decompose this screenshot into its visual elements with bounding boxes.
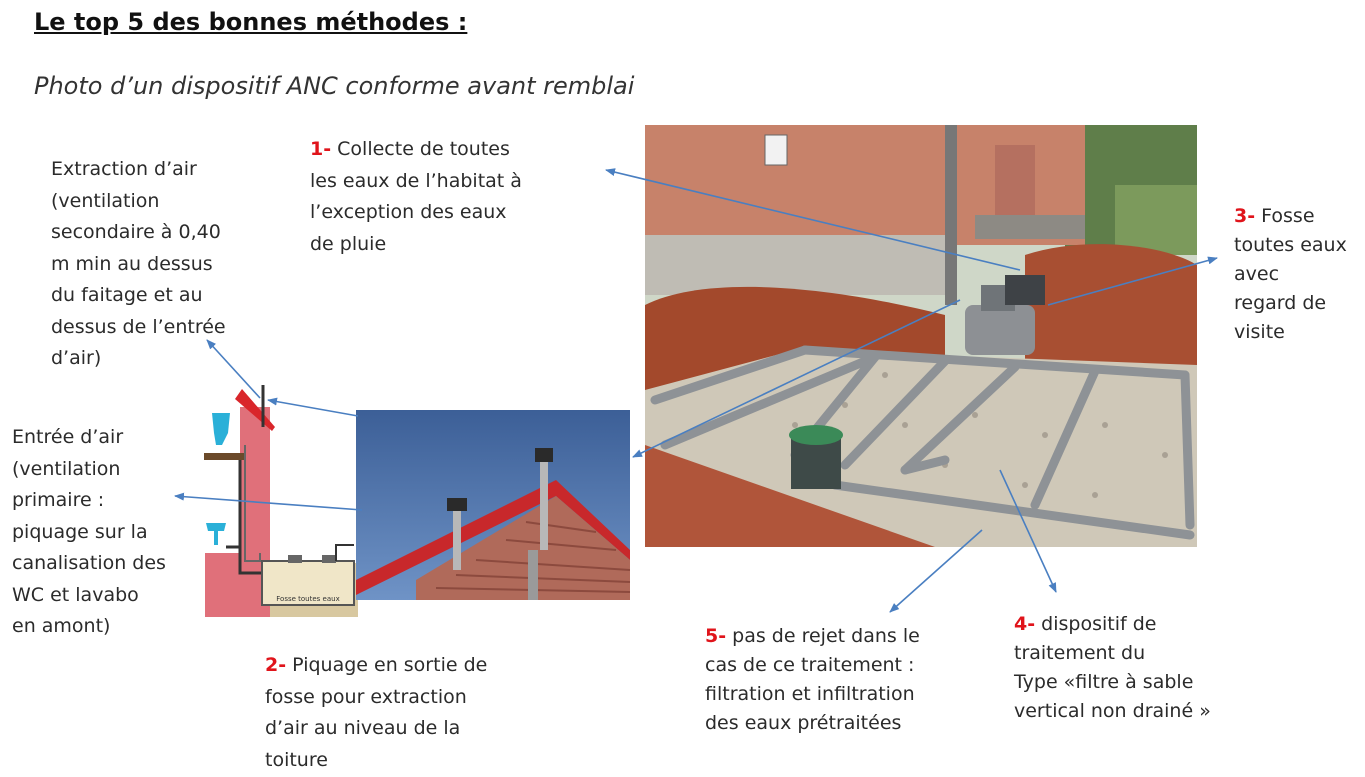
page-subtitle: Photo d’un dispositif ANC conforme avant remblai <box>34 72 635 100</box>
page-title: Le top 5 des bonnes méthodes : <box>34 8 468 36</box>
label-entree-air: Entrée d’air (ventilation primaire : piquage sur la canalisation des WC et lavabo en amont) <box>12 426 166 637</box>
label-point-4: 4- dispositif de traitement du Type «filtre à sable vertical non drainé » <box>1014 613 1211 722</box>
label-point-3: 3- Fosse toutes eaux avec regard de visite <box>1234 205 1347 343</box>
point-5-number: 5- <box>705 625 727 647</box>
label-point-5: 5- pas de rejet dans le cas de ce traitement : filtration et infiltration des eaux prétraitées <box>705 625 920 734</box>
label-point-1: 1- Collecte de toutes les eaux de l’habitat à l’exception des eaux de pluie <box>310 138 522 255</box>
point-2-number: 2- <box>265 654 287 676</box>
tank-label: Fosse toutes eaux <box>276 595 340 603</box>
point-1-number: 1- <box>310 138 332 160</box>
point-4-number: 4- <box>1014 613 1036 635</box>
label-extraction-air: Extraction d’air (ventilation secondaire à 0,40 m min au dessus du faitage et au dessus de l’entrée d’air) <box>51 158 226 369</box>
label-point-2: 2- Piquage en sortie de fosse pour extraction d’air au niveau de la toiture <box>265 654 488 771</box>
point-3-number: 3- <box>1234 205 1256 227</box>
